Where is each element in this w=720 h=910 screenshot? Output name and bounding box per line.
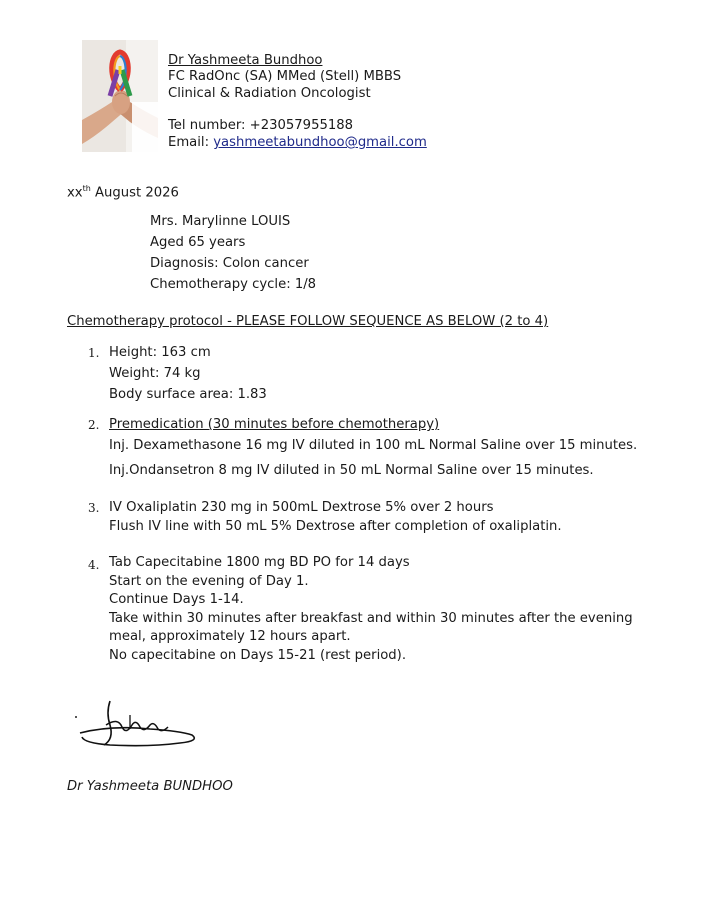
protocol-item-3 (109, 497, 494, 518)
patient-details (150, 211, 316, 295)
item-number-4: 4. (88, 558, 100, 572)
doctor-name: Dr Yashmeeta Bundhoo (168, 53, 323, 68)
patient-name: Mrs. Marylinne LOUIS (150, 214, 291, 229)
telephone-line (168, 118, 353, 134)
oxaliplatin-line: IV Oxaliplatin 230 mg in 500mL Dextrose 5% over 2 hours (109, 500, 494, 515)
start-line: Start on the evening of Day 1. (109, 573, 309, 589)
date-suffix: th (82, 184, 91, 193)
handwritten-signature-icon (70, 695, 205, 759)
rest-period-line: No capecitabine on Days 15-21 (rest period). (109, 647, 407, 663)
timing-line-cont: meal, approximately 12 hours apart. (109, 629, 351, 645)
bsa-line: Body surface area: 1.83 (109, 387, 267, 402)
awareness-ribbon-logo-icon (82, 40, 158, 152)
premedication-heading: Premedication (30 minutes before chemotherapy) (109, 417, 440, 432)
item-number-3: 3. (88, 501, 100, 515)
ondansetron-line: Inj.Ondansetron 8 mg IV diluted in 50 mL Normal Saline over 15 minutes. (109, 463, 594, 478)
email-line (168, 135, 427, 151)
qualifications: FC RadOnc (SA) MMed (Stell) MBBS (168, 69, 402, 84)
date-month-year: August 2026 (95, 185, 179, 201)
item-number-2: 2. (88, 418, 100, 432)
letter-date (67, 184, 179, 200)
tel-number: +23057955188 (249, 118, 354, 133)
protocol-heading: Chemotherapy protocol - PLEASE FOLLOW SEQUENCE AS BELOW (2 to 4) (67, 314, 549, 329)
signoff-name: Dr Yashmeeta BUNDHOO (67, 779, 233, 794)
dexamethasone-line: Inj. Dexamethasone 16 mg IV diluted in 100 mL Normal Saline over 15 minutes. (109, 438, 638, 453)
flush-line: Flush IV line with 50 mL 5% Dextrose after completion of oxaliplatin. (109, 519, 562, 534)
height-line: Height: 163 cm (109, 345, 211, 360)
capecitabine-line: Tab Capecitabine 1800 mg BD PO for 14 days (109, 555, 410, 570)
protocol-item-1 (109, 342, 267, 405)
item-number-1: 1. (88, 346, 100, 360)
date-day: xx (67, 185, 83, 201)
patient-age: Aged 65 years (150, 235, 246, 250)
timing-line: Take within 30 minutes after breakfast and within 30 minutes after the evening (109, 610, 633, 626)
patient-diagnosis: Diagnosis: Colon cancer (150, 256, 309, 271)
email-link[interactable]: yashmeetabundhoo@gmail.com (213, 135, 427, 150)
weight-line: Weight: 74 kg (109, 366, 201, 381)
continue-line: Continue Days 1-14. (109, 592, 244, 608)
patient-cycle: Chemotherapy cycle: 1/8 (150, 277, 317, 292)
doctor-title: Clinical & Radiation Oncologist (168, 86, 371, 101)
protocol-item-4 (109, 554, 633, 666)
email-label: Email: (168, 135, 210, 150)
tel-label: Tel number: (168, 118, 246, 133)
